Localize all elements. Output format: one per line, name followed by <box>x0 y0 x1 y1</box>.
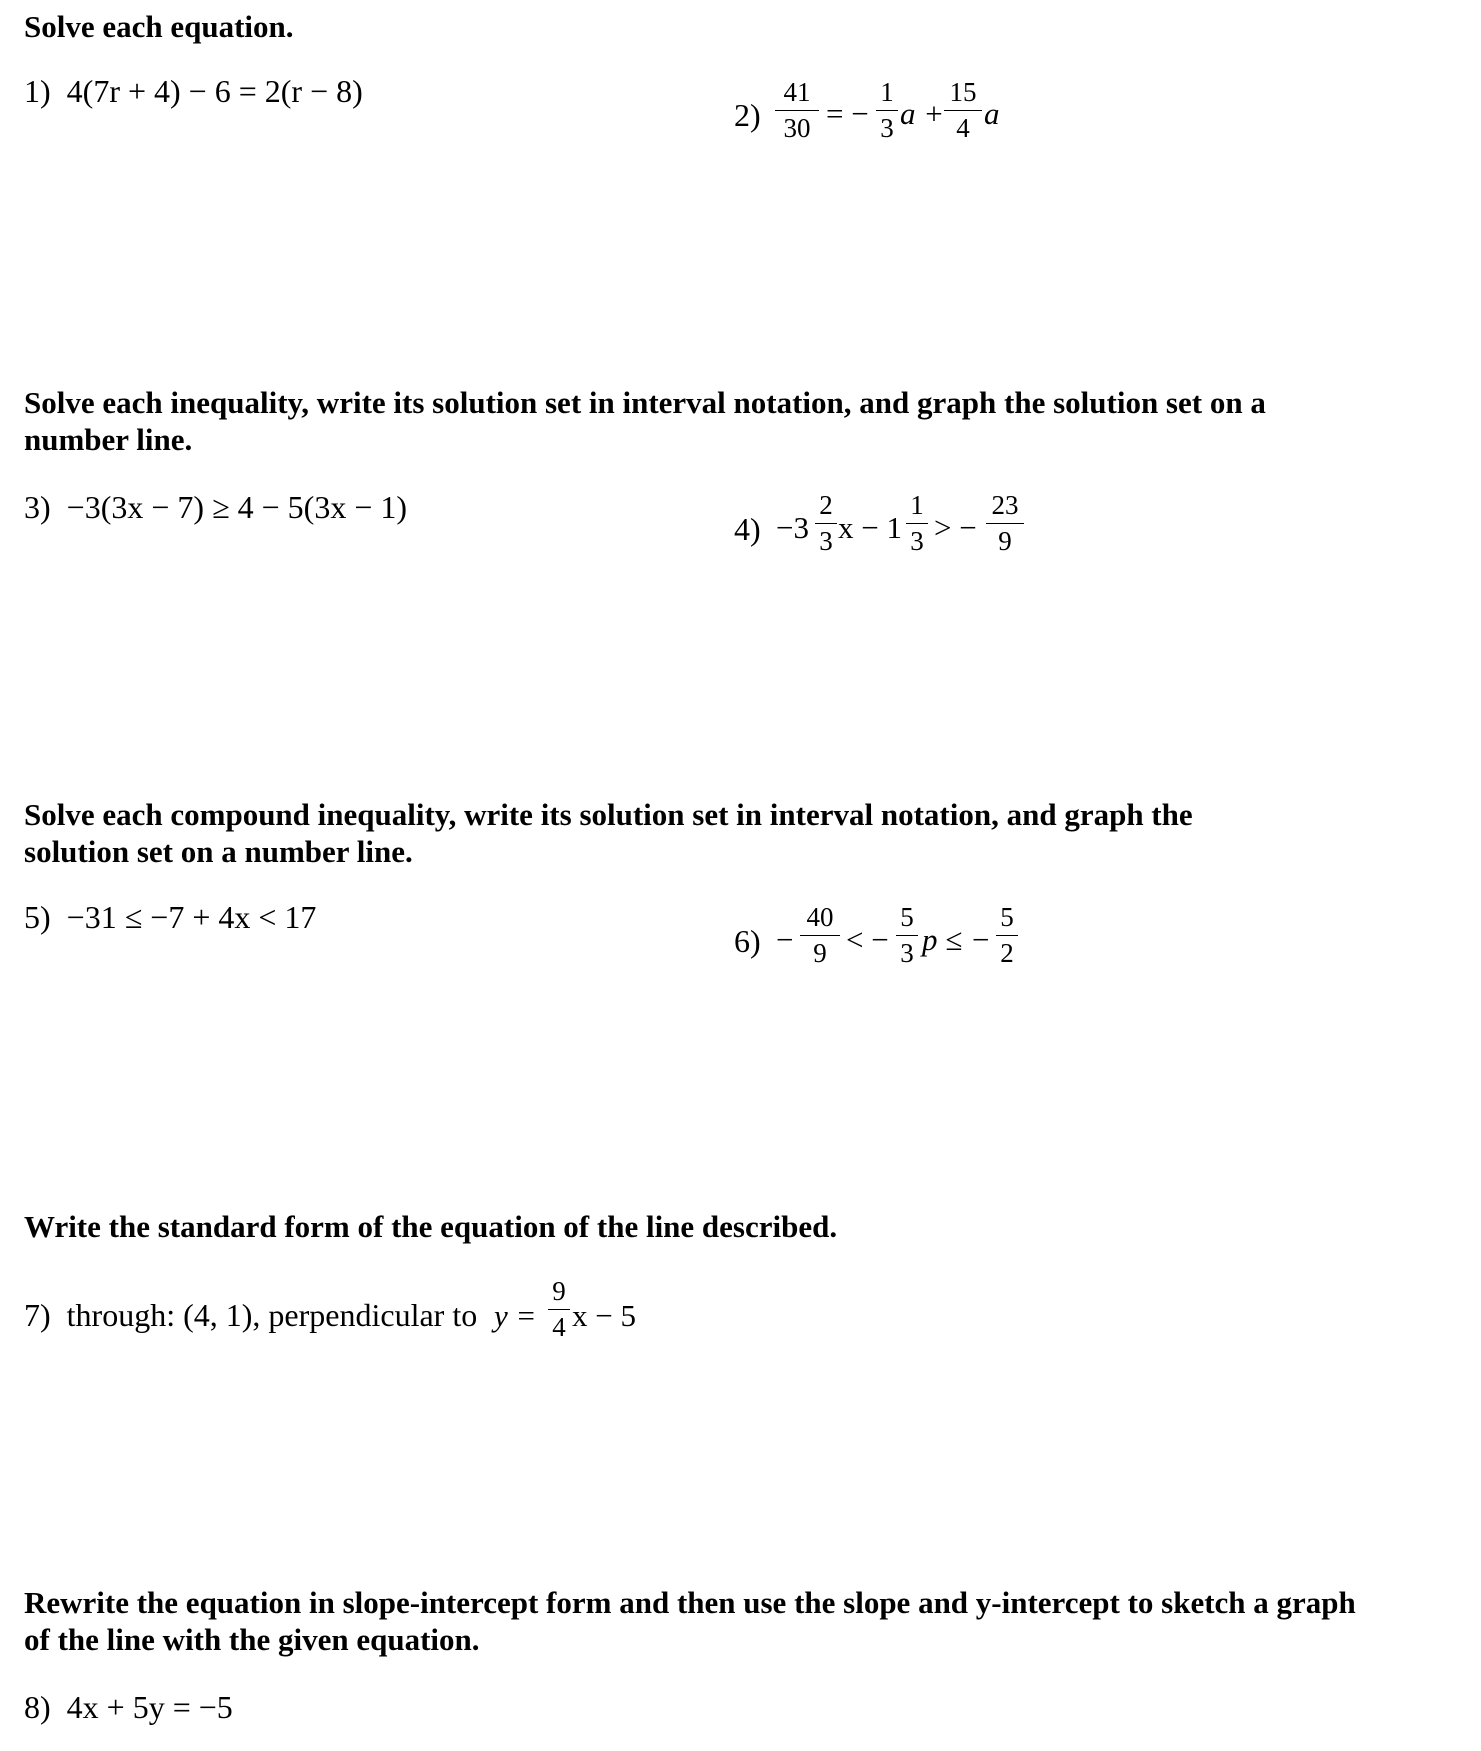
fraction-1: 1 3 <box>876 77 898 143</box>
fraction-lhs: 41 30 <box>775 77 819 143</box>
section-instruction-slope-intercept: Rewrite the equation in slope-intercept form and then use the slope and y-intercept to sketch a graph of the line with the given equation. <box>24 1585 1356 1657</box>
problem-number: 1) <box>24 73 51 109</box>
problem-number: 6) <box>734 923 761 959</box>
equation-tail: x − 5 <box>572 1298 636 1333</box>
fraction-2: 1 3 <box>906 490 928 556</box>
operator: < − <box>846 922 889 957</box>
problem-7-text <box>24 1296 477 1334</box>
problem-5 <box>24 898 316 936</box>
problem-number: 2) <box>734 97 761 133</box>
variable-term: p ≤ − <box>922 922 991 957</box>
problem-number: 7) <box>24 1297 51 1333</box>
equation-lhs: y = <box>494 1298 537 1333</box>
problem-3 <box>24 488 407 526</box>
whole-number: −3 <box>776 510 809 545</box>
problem-8 <box>24 1688 233 1726</box>
fraction-1: 40 9 <box>800 902 840 968</box>
problem-expression: −3(3x − 7) ≥ 4 − 5(3x − 1) <box>66 489 408 525</box>
fraction-2: 15 4 <box>944 77 982 143</box>
problem-expression: 4(7r + 4) − 6 = 2(r − 8) <box>66 73 363 109</box>
section-instruction-equations: Solve each equation. <box>24 9 294 44</box>
problem-expression: through: (4, 1), perpendicular to <box>66 1297 478 1333</box>
fraction-1: 2 3 <box>815 490 837 556</box>
problem-expression: 4x + 5y = −5 <box>66 1689 233 1725</box>
variable-term: a + <box>900 96 945 131</box>
fraction-3: 23 9 <box>986 490 1024 556</box>
problem-1 <box>24 72 363 110</box>
middle-term: x − 1 <box>838 510 902 545</box>
slope-fraction: 9 4 <box>548 1276 570 1342</box>
operator: > − <box>934 510 977 545</box>
variable: a <box>984 96 1000 131</box>
fraction-2: 5 3 <box>896 902 918 968</box>
section-instruction-compound: Solve each compound inequality, write its solution set in interval notation, and graph the solution set on a number line. <box>24 797 1193 869</box>
problem-number: 8) <box>24 1689 51 1725</box>
section-instruction-standard-form: Write the standard form of the equation of the line described. <box>24 1209 838 1244</box>
problem-number: 5) <box>24 899 51 935</box>
section-instruction-inequalities: Solve each inequality, write its solution set in interval notation, and graph the solution set on a number line. <box>24 385 1266 457</box>
problem-number: 3) <box>24 489 51 525</box>
negative-sign: − <box>776 922 794 957</box>
operator: = − <box>826 96 869 131</box>
fraction-3: 5 2 <box>996 902 1018 968</box>
problem-expression: −31 ≤ −7 + 4x < 17 <box>66 899 317 935</box>
problem-number: 4) <box>734 511 761 547</box>
